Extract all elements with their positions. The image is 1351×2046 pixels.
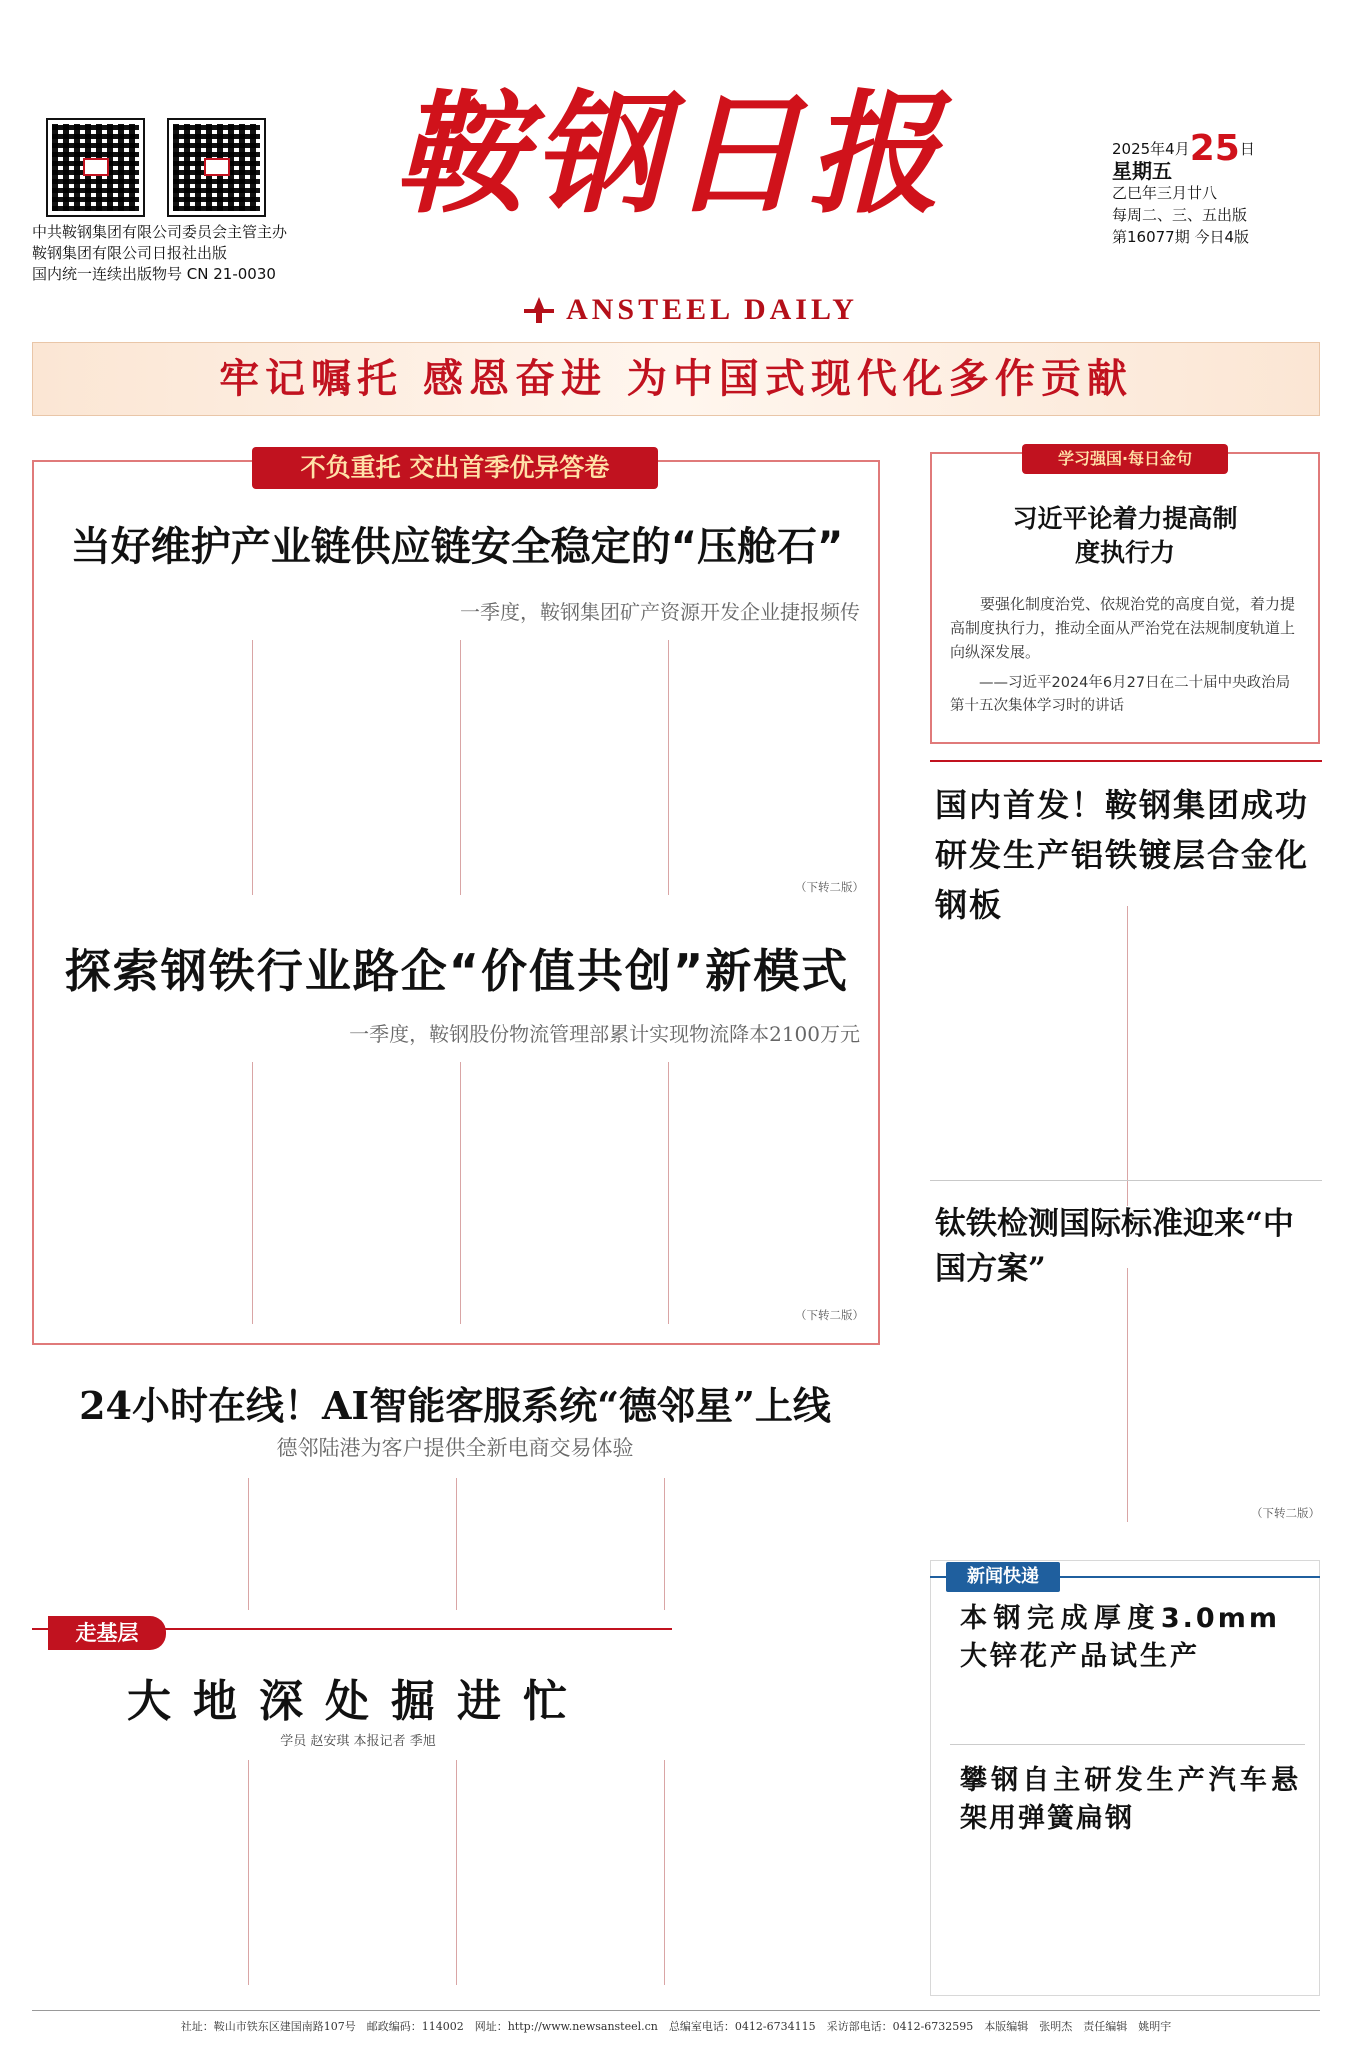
article-subhead: 一季度，鞍钢集团矿产资源开发企业捷报频传 [460,600,860,624]
article-column [48,1478,238,1610]
article-column [1134,906,1320,1206]
article-subhead: 一季度，鞍钢股份物流管理部累计实现物流降本2100万元 [349,1022,860,1046]
issue-number: 第16077期 今日4版 [1112,228,1250,246]
continued-note: （下转二版） [1251,1506,1320,1520]
article-headline: 24小时在线！AI智能客服系统“德邻星”上线 [79,1383,831,1428]
lunar-date: 乙巳年三月廿八 [1112,184,1218,202]
article-headline: 钛铁检测国际标准迎来“中国方案” [935,1206,1294,1287]
article-body [935,1268,1320,1522]
quote-box-tag: 学习强国·每日金句 [1022,444,1228,474]
feature-column [672,1760,890,1985]
news-flash-body [950,1852,1305,1990]
weekday: 星期五 [1112,159,1172,183]
footer-info: 社址：鞍山市铁东区建国南路107号 邮政编码：114002 网址：http://www.newsansteel.cn 总编室电话：0412-6734115 采访部电话：0412-6732595 本版编辑 张明杰 责任编辑 姚明宇 [180,2020,1172,2033]
qr-codes [48,120,264,215]
lead-section-ribbon: 不负重托 交出首季优异答卷 [252,447,658,489]
feature-column [464,1760,654,1985]
slogan-banner [32,342,1320,416]
article-column [260,640,450,895]
article-body [52,1062,864,1324]
date-year-month: 2025年4月 [1112,140,1190,158]
date-day-suffix: 日 [1239,140,1255,158]
continued-note: （下转二版） [795,1308,864,1322]
section-tag: 走基层 [48,1616,166,1650]
feature-column [256,1760,446,1985]
news-flash-column [1133,1852,1305,1990]
english-title: ANSTEEL DAILY [566,293,858,326]
news-flash-headline: 攀钢自主研发生产汽车悬架用弹簧扁钢 [960,1765,1300,1834]
divider [950,1744,1305,1745]
publisher-info [32,222,287,285]
footer-rule [32,2010,1320,2011]
article-subhead: 德邻陆港为客户提供全新电商交易体验 [276,1436,634,1460]
quote-text: 要强化制度治党、依规治党的高度自觉，着力提高制度执行力，推动全面从严治党在法规制度轨道上向纵深发展。 [950,595,1296,661]
ansteel-logo-icon [522,295,556,325]
date-day: 25 [1189,128,1240,169]
article-body [52,640,864,895]
section-divider [930,760,1322,762]
article-column [52,640,242,895]
qr-code-icon [48,120,143,215]
article-column [935,1268,1121,1522]
news-flash-column [950,1852,1122,1990]
article-body [48,1478,860,1610]
article-headline: 当好维护产业链供应链安全稳定的“压舱石” [70,524,844,570]
article-column [52,1062,242,1324]
article-column [256,1478,446,1610]
article-column [1134,1268,1320,1504]
article-column [676,640,864,880]
qr-code-icon [169,120,264,215]
feature-column [48,1760,238,1985]
article-column [464,1478,654,1610]
feature-byline: 学员 赵安琪 本报记者 季旭 [280,1734,436,1749]
feature-side-column [680,1618,880,1754]
publisher-line: 鞍钢集团有限公司日报社出版 [32,244,228,262]
date-box [1112,128,1255,248]
quote-source: ——习近平2024年6月27日在二十届中央政治局第十五次集体学习时的讲话 [950,675,1291,714]
feature-column [680,1618,880,1754]
publish-schedule: 每周二、三、五出版 [1112,206,1248,224]
article-column [676,1062,864,1306]
news-flash-tag: 新闻快递 [946,1562,1060,1592]
continued-note: （下转二版） [795,880,864,894]
article-headline: 探索钢铁行业路企“价值共创”新模式 [64,944,850,998]
article-column [468,640,658,895]
article-column [935,906,1121,1206]
masthead-title: 鞍钢日报 [394,77,946,232]
news-flash-headline: 本钢完成厚度3.0mm大锌花产品试生产 [960,1603,1280,1672]
article-column [672,1478,860,1610]
slogan-text: 牢记嘱托 感恩奋进 为中国式现代化多作贡献 [219,356,1133,402]
publisher-line: 国内统一连续出版物号 CN 21-0030 [32,265,276,283]
article-column [260,1062,450,1324]
english-masthead [440,292,940,328]
publisher-line: 中共鞍钢集团有限公司委员会主管主办 [32,223,288,241]
feature-headline: 大地深处掘进忙 [127,1676,589,1727]
section-divider [930,1180,1322,1181]
article-headline: 国内首发！鞍钢集团成功研发生产铝铁镀层合金化钢板 [935,786,1310,924]
article-body [935,906,1320,1206]
quote-box-title: 习近平论着力提高制度执行力 [1012,504,1238,567]
article-column [468,1062,658,1324]
